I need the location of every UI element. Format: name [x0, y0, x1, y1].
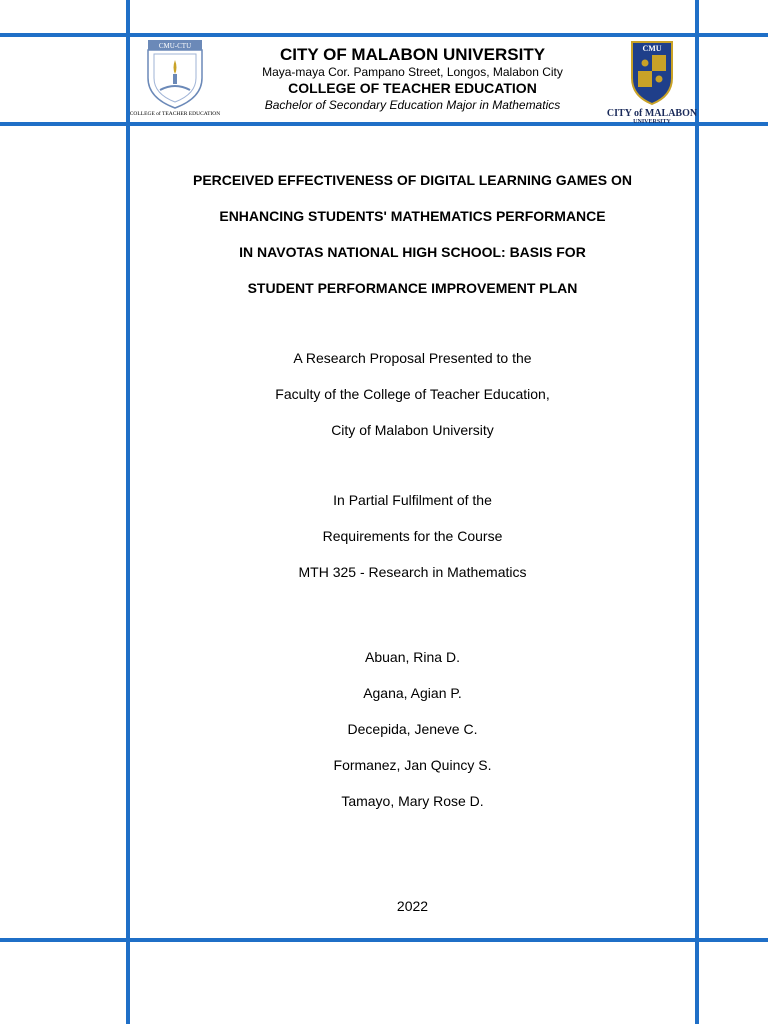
author-name: Abuan, Rina D.	[365, 649, 460, 665]
title-line: IN NAVOTAS NATIONAL HIGH SCHOOL: BASIS FOR	[239, 244, 586, 260]
presentation-block	[130, 348, 695, 456]
author-name: Formanez, Jan Quincy S.	[333, 757, 492, 773]
year: 2022	[396, 898, 429, 914]
college-logo-bottom-text: COLLEGE of TEACHER EDUCATION	[129, 111, 221, 117]
title-line: STUDENT PERFORMANCE IMPROVEMENT PLAN	[247, 280, 578, 296]
author-name: Tamayo, Mary Rose D.	[341, 793, 484, 809]
author-name: Decepida, Jeneve C.	[347, 721, 478, 737]
fulfilment-block	[130, 490, 695, 598]
title-line: ENHANCING STUDENTS' MATHEMATICS PERFORMANCE	[219, 208, 606, 224]
college-name: COLLEGE OF TEACHER EDUCATION	[288, 80, 537, 96]
presentation-line: Faculty of the College of Teacher Education,	[275, 386, 550, 402]
university-logo-name: CITY of MALABON	[606, 108, 698, 119]
frame-vertical-right	[695, 0, 699, 1024]
authors-list	[130, 647, 695, 827]
program-name: Bachelor of Secondary Education Major in Mathematics	[264, 98, 561, 112]
presentation-line: A Research Proposal Presented to the	[293, 350, 532, 366]
year-block	[130, 896, 695, 932]
university-name: CITY OF MALABON UNIVERSITY	[279, 45, 546, 64]
research-title	[130, 170, 695, 314]
fulfilment-line: MTH 325 - Research in Mathematics	[298, 564, 527, 580]
fulfilment-line: In Partial Fulfilment of the	[333, 492, 492, 508]
author-name: Agana, Agian P.	[363, 685, 462, 701]
shield-text: CMU	[642, 44, 662, 53]
university-address: Maya-maya Cor. Pampano Street, Longos, Malabon City	[262, 65, 563, 79]
presentation-line: City of Malabon University	[331, 422, 494, 438]
frame-horizontal-top	[0, 33, 768, 37]
college-logo-top-text: CMU-CTU	[158, 42, 192, 50]
university-logo-subname: UNIVERSITY	[633, 119, 671, 125]
fulfilment-line: Requirements for the Course	[322, 528, 503, 544]
title-line: PERCEIVED EFFECTIVENESS OF DIGITAL LEARNING GAMES ON	[193, 172, 632, 188]
letterhead	[130, 40, 695, 112]
frame-horizontal-bottom	[0, 938, 768, 942]
